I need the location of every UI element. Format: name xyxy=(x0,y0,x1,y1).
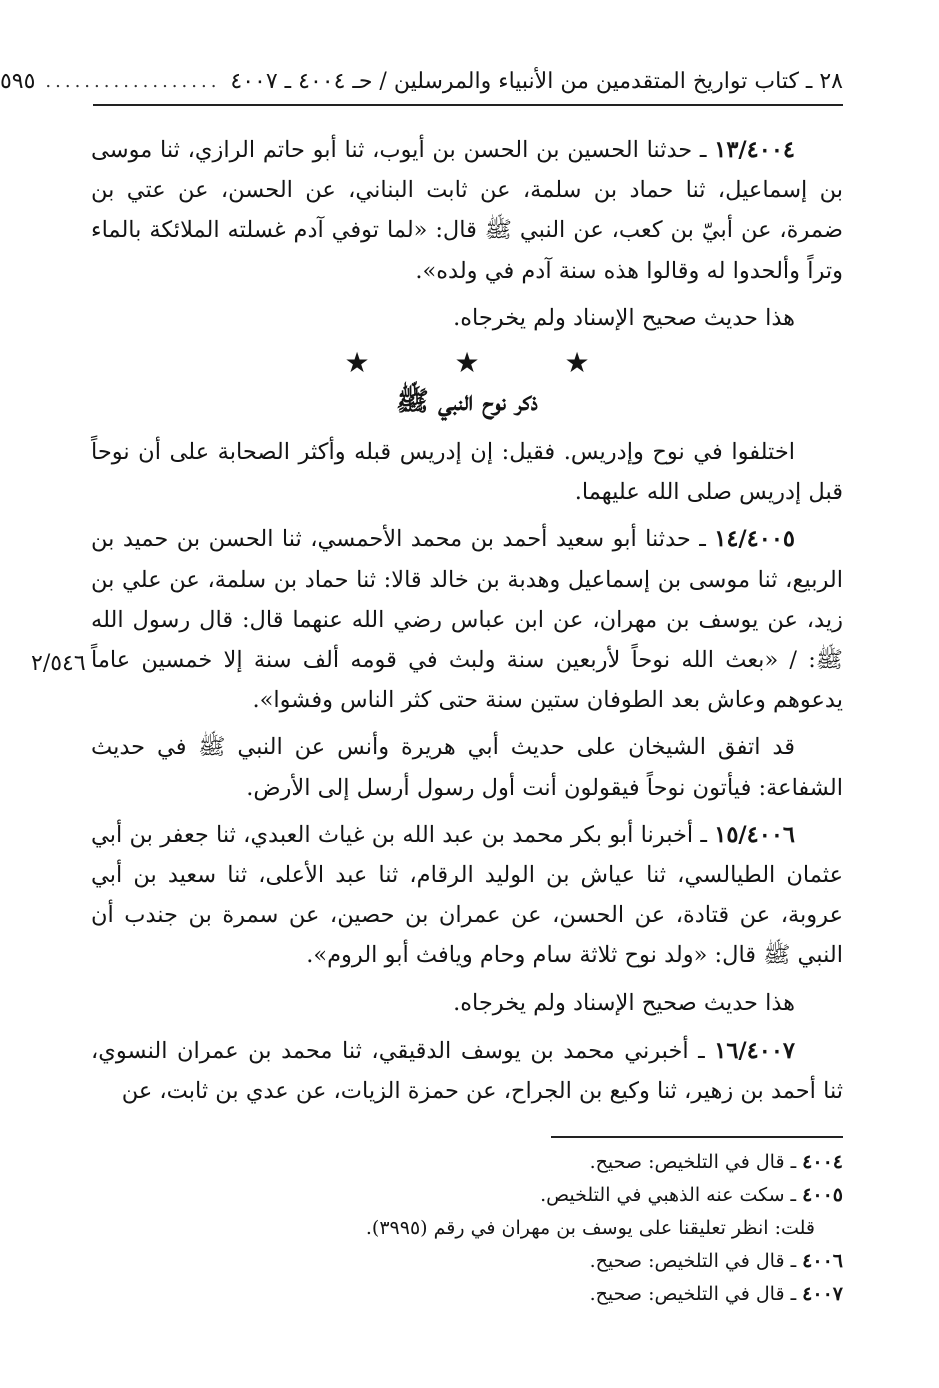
section-intro: اختلفوا في نوح وإدريس. فقيل: إن إدريس قبله وأكثر الصحابة على أن نوحاً قبل إدريس صلى الله عليهما. xyxy=(91,439,843,506)
hadith-grade: هذا حديث صحيح الإسناد ولم يخرجاه. xyxy=(453,304,795,331)
footnote-number: ٤٠٠٧ xyxy=(802,1283,843,1305)
footnote-text: ـ قال في التلخيص: صحيح. xyxy=(589,1151,803,1173)
hadith-number: ١٤/٤٠٠٥ xyxy=(714,526,795,553)
hadith-4004 xyxy=(91,130,843,291)
hadith-text: ـ أخبرنا أبو بكر محمد بن عبد الله بن غياث العبدي، ثنا جعفر بن أبي عثمان الطيالسي، ثنا عياش بن الوليد الرقام، ثنا عبد الأعلى، ثنا سعيد بن أبي عروبة، عن قتادة، عن الحسن، عن عمران بن حصين، عن سمرة بن جندب أن النبي ﷺ قال: «ولد نوح ثلاثة سام وحام ويافث أبو الروم». xyxy=(91,821,843,969)
header-rule xyxy=(93,104,843,106)
footnote-text: قلت: انظر تعليقنا على يوسف بن مهران في رقم (٣٩٩٥). xyxy=(365,1217,815,1239)
header-dot-leader: .................. xyxy=(45,71,221,92)
hadith-number: ١٣/٤٠٠٤ xyxy=(714,137,795,163)
footnote-text: ـ قال في التلخيص: صحيح. xyxy=(589,1283,803,1305)
footnote-item xyxy=(303,1245,843,1278)
footnote-number: ٤٠٠٤ xyxy=(802,1151,843,1173)
hadith-text: ـ أخبرني محمد بن يوسف الدقيقي، ثنا محمد بن عمران النسوي، ثنا أحمد بن زهير، ثنا وكيع بن الجراح، عن حمزة الزيات، عن عدي بن ثابت، عن xyxy=(91,1037,843,1105)
hadith-text: ـ حدثنا الحسين بن الحسن بن أيوب، ثنا أبو حاتم الرازي، ثنا موسى بن إسماعيل، ثنا حماد بن سلمة، عن ثابت البناني، عن الحسن، عن عتي بن ضمرة، عن أبيّ بن كعب، عن النبي ﷺ قال: «لما توفي آدم غسلته الملائكة بالماء وتراً وألحدوا له وقالوا هذه سنة آدم في ولده». xyxy=(91,137,843,284)
footnote-number: ٤٠٠٥ xyxy=(802,1184,843,1206)
hadith-4006 xyxy=(91,815,843,976)
footnote-number: ٤٠٠٦ xyxy=(802,1250,843,1272)
hadith-number: ١٥/٤٠٠٦ xyxy=(714,821,795,848)
hadith-number: ١٦/٤٠٠٧ xyxy=(714,1037,795,1064)
manuscript-page-reference: ٢/٥٤٦ xyxy=(31,651,86,676)
footnote-text: ـ قال في التلخيص: صحيح. xyxy=(589,1250,803,1272)
header-title: ٢٨ ـ كتاب تواريخ المتقدمين من الأنبياء والمرسلين / حـ ٤٠٠٤ ـ ٤٠٠٧ xyxy=(230,69,843,94)
page-number: ٥٩٥ xyxy=(0,69,36,94)
section-divider-stars: ★ ★ ★ xyxy=(344,346,628,380)
footnote-rule xyxy=(551,1136,843,1138)
footnote-item xyxy=(303,1179,843,1212)
footnote-item xyxy=(303,1146,843,1179)
running-header xyxy=(0,64,843,100)
main-text xyxy=(91,130,843,1118)
footnote-text: ـ سكت عنه الذهبي في التلخيص. xyxy=(540,1184,803,1206)
hadith-grade: هذا حديث صحيح الإسناد ولم يخرجاه. xyxy=(453,989,795,1016)
hadith-4007 xyxy=(91,1031,843,1111)
footnote-item xyxy=(303,1212,843,1245)
section-title: ذكر نوح النبي ﷺ xyxy=(396,386,538,418)
footnotes xyxy=(303,1146,843,1311)
footnote-item xyxy=(303,1278,843,1311)
agreement-note: قد اتفق الشيخان على حديث أبي هريرة وأنس عن النبي ﷺ في حديث الشفاعة: فيأتون نوحاً فيقولون أنت أول رسول أرسل إلى الأرض. xyxy=(91,734,843,801)
hadith-4005 xyxy=(91,519,843,720)
hadith-text: ـ حدثنا أبو سعيد أحمد بن محمد الأحمسي، ثنا الحسن بن حميد بن الربيع، ثنا موسى بن إسماعيل وهدبة بن خالد قالا: ثنا حماد بن سلمة، عن علي بن زيد، عن يوسف بن مهران، عن ابن عباس رضي الله عنهما قال: قال رسول الله ﷺ: / «بعث الله نوحاً لأربعين سنة ولبث في قومه ألف سنة إلا خمسين عاماً يدعوهم وعاش بعد الطوفان ستين سنة حتى كثر الناس وفشوا». xyxy=(91,526,843,714)
